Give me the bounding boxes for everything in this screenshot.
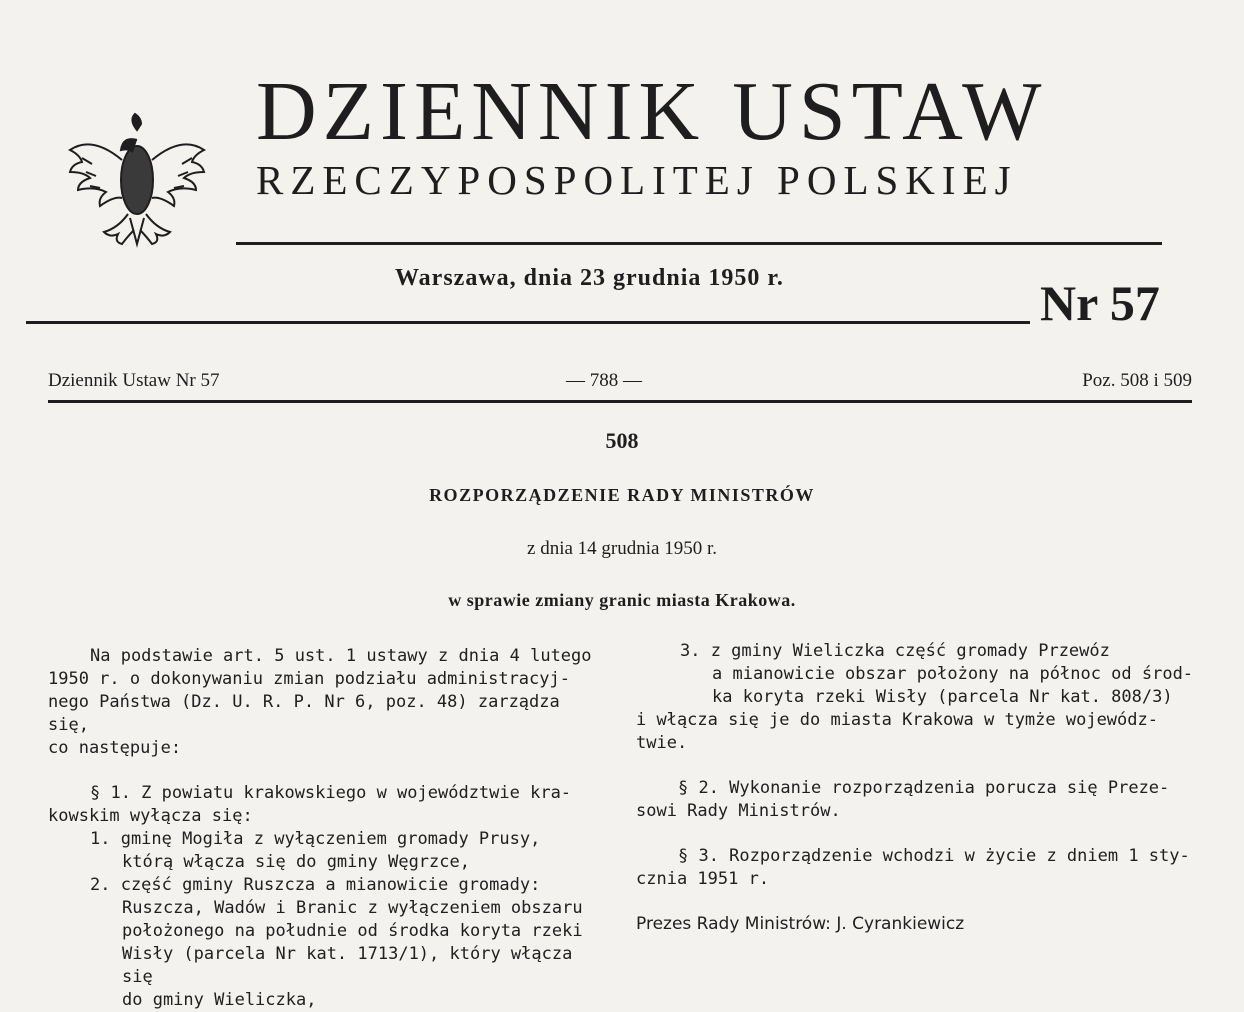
item-3-line: 3. z gminy Wieliczka część gromady Przewóz <box>680 641 1110 661</box>
page-number: — 788 — <box>566 370 642 391</box>
paragraph-1-line: kowskim wyłącza się: <box>48 806 253 826</box>
page-header-left: Dziennik Ustaw Nr 57 <box>48 370 220 391</box>
issue-rule <box>26 321 1030 324</box>
item-3-line: a mianowicie obszar położony na północ od środ- <box>712 664 1194 684</box>
page-header-rule <box>48 400 1192 403</box>
preamble-line: nego Państwa (Dz. U. R. P. Nr 6, poz. 48) zarządza się, <box>48 692 560 735</box>
issue-number: Nr 57 <box>1040 275 1160 331</box>
item-2-line: położonego na południe od środka koryta rzeki <box>122 921 583 941</box>
item-3-line: i włącza się je do miasta Krakowa w tymże wojewódz- <box>636 710 1158 730</box>
paragraph-2-line: § 2. Wykonanie rozporządzenia porucza się Preze- <box>678 778 1170 798</box>
paragraph-3-line: cznia 1951 r. <box>636 869 770 889</box>
paragraph-3-line: § 3. Rozporządzenie wchodzi w życie z dniem 1 sty- <box>678 846 1190 866</box>
item-2-line: Wisły (parcela Nr kat. 1713/1), który włącza się <box>122 944 573 987</box>
signatory: Prezes Rady Ministrów: J. Cyrankiewicz <box>636 914 965 934</box>
page-header-right: Poz. 508 i 509 <box>1082 370 1192 391</box>
act-type: ROZPORZĄDZENIE RADY MINISTRÓW <box>429 485 815 505</box>
preamble-line: 1950 r. o dokonywaniu zmian podziału administracyj- <box>48 669 570 689</box>
masthead-subtitle: RZECZYPOSPOLITEJ POLSKIEJ <box>256 157 1018 203</box>
right-column <box>636 640 1196 936</box>
item-3-line: twie. <box>636 733 688 753</box>
item-3-line: ka koryta rzeki Wisły (parcela Nr kat. 808/3) <box>712 687 1173 707</box>
position-number: 508 <box>605 428 639 453</box>
paragraph-2-line: sowi Rady Ministrów. <box>636 801 841 821</box>
left-column <box>48 645 610 1012</box>
masthead-rule <box>236 242 1162 245</box>
act-subject: w sprawie zmiany granic miasta Krakowa. <box>448 590 796 610</box>
item-2-line: do gminy Wieliczka, <box>122 990 317 1010</box>
item-1-line: którą włącza się do gminy Węgrzce, <box>122 852 470 872</box>
preamble-line: co następuje: <box>48 738 182 758</box>
item-2-line: 2. część gminy Ruszcza a mianowicie gromady: <box>90 875 541 895</box>
item-2-line: Ruszcza, Wadów i Branic z wyłączeniem obszaru <box>122 898 583 918</box>
act-date: z dnia 14 grudnia 1950 r. <box>527 538 717 559</box>
eagle-emblem-icon <box>62 110 212 255</box>
masthead-title: DZIENNIK USTAW <box>256 65 1048 158</box>
publication-date: Warszawa, dnia 23 grudnia 1950 r. <box>395 265 784 291</box>
item-1-line: 1. gminę Mogiła z wyłączeniem gromady Prusy, <box>90 829 541 849</box>
preamble-line: Na podstawie art. 5 ust. 1 ustawy z dnia 4 lutego <box>90 646 592 666</box>
paragraph-1-line: § 1. Z powiatu krakowskiego w województwie kra- <box>90 783 572 803</box>
